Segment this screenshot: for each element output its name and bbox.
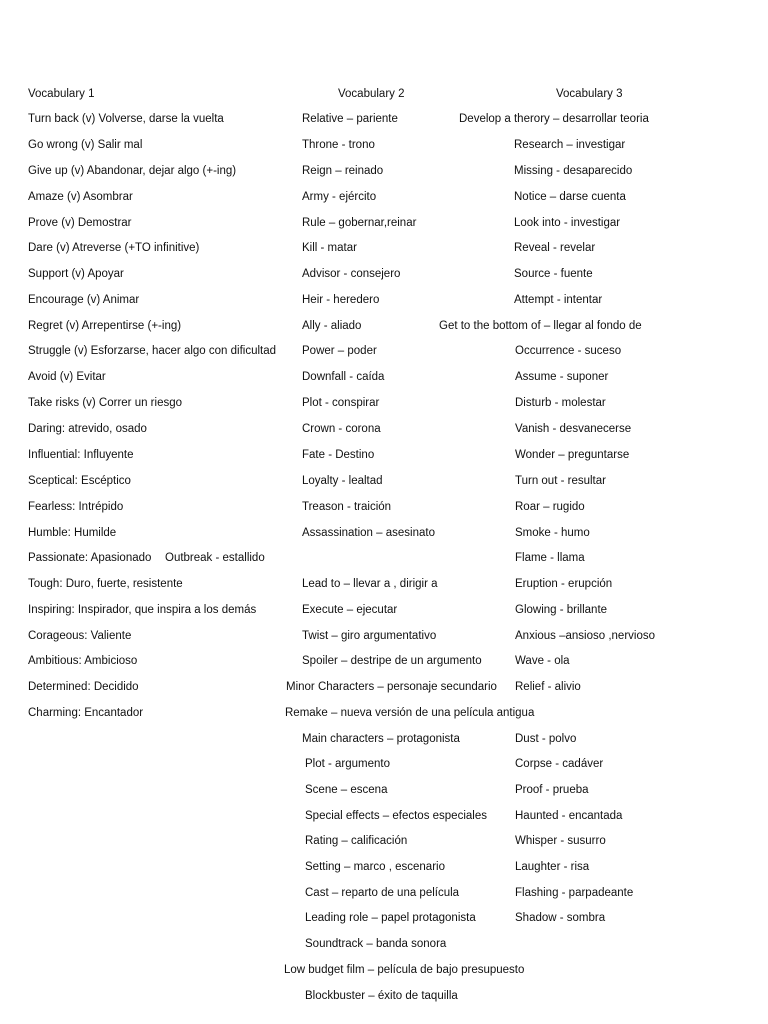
col3-item: Develop a therory – desarrollar teoria (459, 113, 649, 125)
col3-item: Flashing - parpadeante (515, 887, 634, 899)
col1-item: Struggle (v) Esforzarse, hacer algo con dificultad (28, 345, 277, 357)
col1-item: Regret (v) Arrepentirse (+-ing) (28, 320, 182, 332)
col1-item: Give up (v) Abandonar, dejar algo (+-ing) (28, 165, 237, 177)
col1-item: Turn back (v) Volverse, darse la vuelta (28, 113, 224, 125)
col2-item: Relative – pariente (302, 113, 398, 125)
col3-item: Dust - polvo (515, 733, 577, 745)
col1-item: Ambitious: Ambicioso (28, 655, 138, 667)
col3-item: Missing - desaparecido (514, 165, 633, 177)
col3-item: Laughter - risa (515, 861, 590, 873)
col3-item: Vanish - desvanecerse (515, 423, 632, 435)
col1-item: Avoid (v) Evitar (28, 371, 106, 383)
col2-item: Army - ejército (302, 191, 377, 203)
col1-item: Passionate: Apasionado (28, 552, 152, 564)
col1-item: Go wrong (v) Salir mal (28, 139, 143, 151)
col3-item: Whisper - susurro (515, 835, 606, 847)
col3-item: Reveal - revelar (514, 242, 596, 254)
col3-item: Flame - llama (515, 552, 585, 564)
col3-item: Wave - ola (515, 655, 570, 667)
col2-item: Treason - traición (302, 501, 392, 513)
col2-item: Plot - argumento (305, 758, 391, 770)
col2-item: Crown - corona (302, 423, 381, 435)
col3-item: Eruption - erupción (515, 578, 613, 590)
col3-item: Get to the bottom of – llegar al fondo de (439, 320, 642, 332)
col2-item: Cast – reparto de una película (305, 887, 460, 899)
col2-item: Loyalty - lealtad (302, 475, 383, 487)
col3-item: Corpse - cadáver (515, 758, 604, 770)
col1-item: Sceptical: Escéptico (28, 475, 131, 487)
col3-item: Relief - alivio (515, 681, 581, 693)
col3-item: Assume - suponer (515, 371, 609, 383)
col3-item: Smoke - humo (515, 527, 590, 539)
col2-item: Lead to – llevar a , dirigir a (302, 578, 438, 590)
col2-item: Kill - matar (302, 242, 357, 254)
col3-item: Source - fuente (514, 268, 593, 280)
col2-item: Outbreak - estallido (165, 552, 265, 564)
col2-item: Power – poder (302, 345, 377, 357)
col1-item: Tough: Duro, fuerte, resistente (28, 578, 183, 590)
col2-item: Twist – giro argumentativo (302, 630, 437, 642)
col2-item: Fate - Destino (302, 449, 375, 461)
col3-item: Anxious –ansioso ,nervioso (515, 630, 655, 642)
col2-item: Downfall - caída (302, 371, 385, 383)
col3-item: Disturb - molestar (515, 397, 606, 409)
col3-item: Notice – darse cuenta (514, 191, 626, 203)
col1-item: Daring: atrevido, osado (28, 423, 147, 435)
col2-item: Remake – nueva versión de una película antigua (285, 707, 535, 719)
col2-item: Special effects – efectos especiales (305, 810, 487, 822)
col2-item: Leading role – papel protagonista (305, 912, 476, 924)
col1-item: Determined: Decidido (28, 681, 139, 693)
col1-item: Influential: Influyente (28, 449, 134, 461)
col3-item: Look into - investigar (514, 217, 621, 229)
col3-item: Wonder – preguntarse (515, 449, 630, 461)
col2-item: Scene – escena (305, 784, 388, 796)
col2-item: Advisor - consejero (302, 268, 401, 280)
col2-item: Ally - aliado (302, 320, 362, 332)
col3-item: Shadow - sombra (515, 912, 606, 924)
col2-item: Minor Characters – personaje secundario (286, 681, 497, 693)
col2-item: Reign – reinado (302, 165, 384, 177)
col1-item: Encourage (v) Animar (28, 294, 140, 306)
col3-item: Research – investigar (514, 139, 626, 151)
col2-item: Rule – gobernar,reinar (302, 217, 417, 229)
col2-item: Plot - conspirar (302, 397, 380, 409)
col3-item: Haunted - encantada (515, 810, 623, 822)
col3-header: Vocabulary 3 (556, 88, 623, 100)
col2-item: Assassination – asesinato (302, 527, 435, 539)
col1-item: Humble: Humilde (28, 527, 117, 539)
col1-item: Corageous: Valiente (28, 630, 132, 642)
col1-item: Dare (v) Atreverse (+TO infinitive) (28, 242, 200, 254)
col3-item: Turn out - resultar (515, 475, 606, 487)
col2-item: Throne - trono (302, 139, 375, 151)
col1-item: Prove (v) Demostrar (28, 217, 132, 229)
col2-item: Rating – calificación (305, 835, 408, 847)
col1-item: Charming: Encantador (28, 707, 144, 719)
col2-item: Main characters – protagonista (302, 733, 460, 745)
col3-item: Proof - prueba (515, 784, 589, 796)
col3-item: Attempt - intentar (514, 294, 603, 306)
col2-item: Setting – marco , escenario (305, 861, 445, 873)
col2-item: Execute – ejecutar (302, 604, 398, 616)
col3-item: Occurrence - suceso (515, 345, 622, 357)
col2-item: Heir - heredero (302, 294, 380, 306)
col2-item: Blockbuster – éxito de taquilla (305, 990, 458, 1002)
col3-item: Glowing - brillante (515, 604, 608, 616)
col2-item: Spoiler – destripe de un argumento (302, 655, 482, 667)
col1-header: Vocabulary 1 (28, 88, 95, 100)
col1-item: Amaze (v) Asombrar (28, 191, 133, 203)
col1-item: Take risks (v) Correr un riesgo (28, 397, 183, 409)
col1-item: Inspiring: Inspirador, que inspira a los demás (28, 604, 257, 616)
col2-item: Low budget film – película de bajo presupuesto (284, 964, 525, 976)
col2-header: Vocabulary 2 (338, 88, 405, 100)
col1-item: Fearless: Intrépido (28, 501, 124, 513)
col1-item: Support (v) Apoyar (28, 268, 124, 280)
col3-item: Roar – rugido (515, 501, 585, 513)
col2-item: Soundtrack – banda sonora (305, 938, 447, 950)
